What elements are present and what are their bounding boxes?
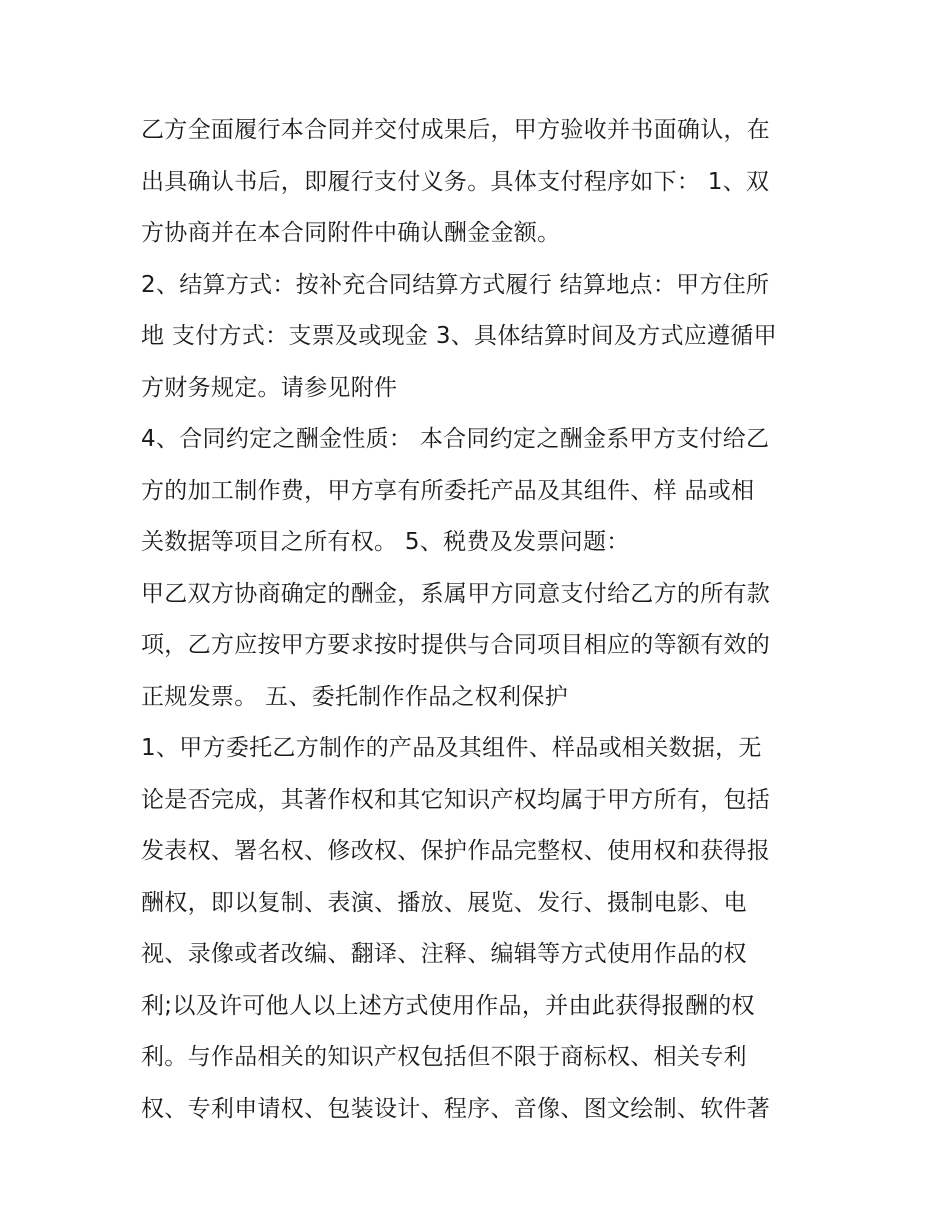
text-line: 方的加工制作费，甲方享有所委托产品及其组件、样 品或相: [141, 477, 755, 504]
text-line: 4、合同约定之酬金性质： 本合同约定之酬金系甲方支付给乙: [141, 426, 770, 452]
document-body: [141, 107, 821, 1137]
text-line: 地 支付方式：支票及或现金 3、具体结算时间及方式应遵循甲: [141, 323, 777, 349]
text-line: 出具确认书后，即履行支付义务。具体支付程序如下： 1、双: [141, 168, 770, 195]
text-line: 利。与作品相关的知识产权包括但不限于商标权、相关专利: [141, 1044, 747, 1070]
text-line: 甲乙双方协商确定的酬金，系属甲方同意支付给乙方的所有款: [141, 580, 771, 607]
text-line: 视、录像或者改编、翻译、注释、编辑等方式使用作品的权: [141, 941, 747, 967]
text-line: 关数据等项目之所有权。 5、税费及发票问题：: [141, 529, 630, 555]
text-line: 权、专利申请权、包装设计、程序、音像、图文绘制、软件著: [141, 1095, 771, 1122]
text-line: 论是否完成，其著作权和其它知识产权均属于甲方所有，包括: [141, 786, 771, 813]
text-line: 乙方全面履行本合同并交付成果后，甲方验收并书面确认，在: [141, 117, 771, 143]
text-line: 方财务规定。请参见附件: [141, 374, 398, 401]
text-line: 项，乙方应按甲方要求按时提供与合同项目相应的等额有效的: [141, 632, 771, 658]
text-line: 利;以及许可他人以上述方式使用作品，并由此获得报酬的权: [141, 992, 755, 1019]
text-line: 正规发票。 五、委托制作作品之权利保护: [141, 683, 569, 710]
text-line: 2、结算方式：按补充合同结算方式履行 结算地点：甲方住所: [141, 271, 770, 298]
text-line: 方协商并在本合同附件中确认酬金金额。: [141, 220, 561, 246]
text-line: 发表权、署名权、修改权、保护作品完整权、使用权和获得报: [141, 838, 771, 864]
text-line: 酬权，即以复制、表演、播放、展览、发行、摄制电影、电: [141, 889, 747, 916]
text-line: 1、甲方委托乙方制作的产品及其组件、样品或相关数据，无: [141, 735, 762, 761]
